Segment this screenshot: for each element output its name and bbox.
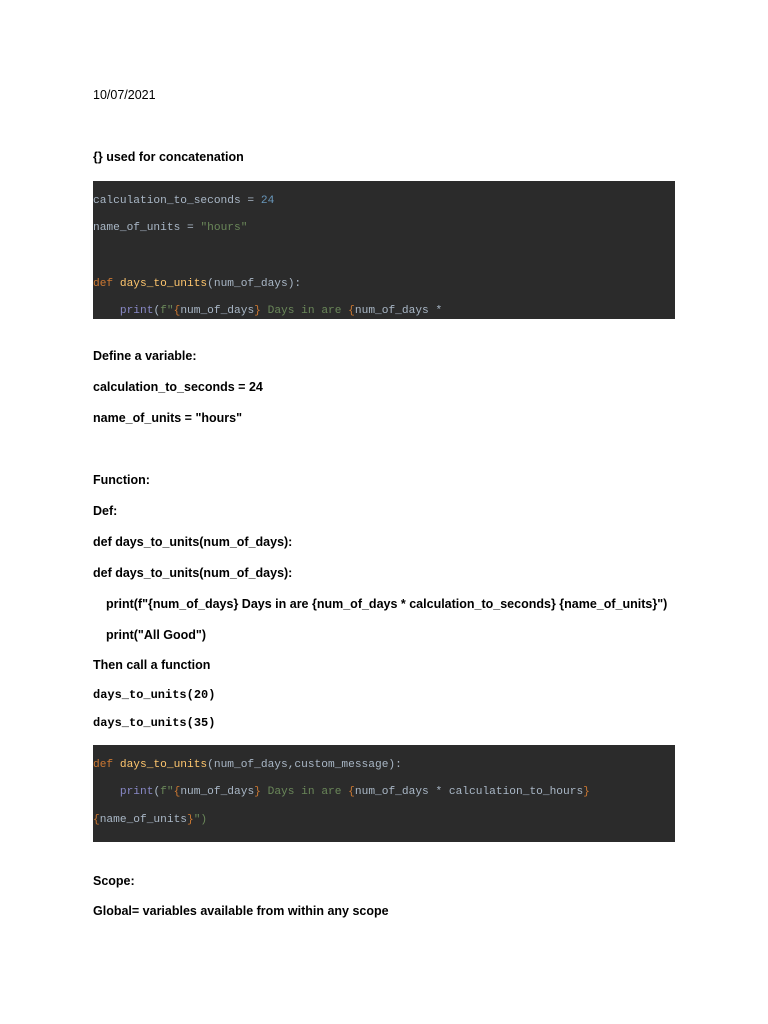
print-line-1: print(f"{num_of_days} Days in are {num_of_days * calculation_to_seconds} {name_of_units}") <box>106 597 668 611</box>
code-block-2 <box>93 745 675 842</box>
code-line: def days_to_units(num_of_days): <box>93 277 302 290</box>
code-line: name_of_units = "hours" <box>93 222 248 235</box>
define-heading: Define a variable: <box>93 349 197 363</box>
def-line-1: def days_to_units(num_of_days): <box>93 535 293 549</box>
function-heading: Function: <box>93 473 150 487</box>
date-text: 10/07/2021 <box>93 88 156 102</box>
call-line-1: days_to_units(20) <box>93 688 216 702</box>
var-line-2: name_of_units = "hours" <box>93 411 243 425</box>
var-line-1: calculation_to_seconds = 24 <box>93 380 263 394</box>
code-line: calculation_to_seconds = 24 <box>93 194 275 207</box>
scope-heading: Scope: <box>93 874 135 888</box>
code-block-1 <box>93 181 675 319</box>
code-line: print(f"{num_of_days} Days in are {num_of_days * <box>119 305 443 318</box>
code-line: print(f"{num_of_days} Days in are {num_of_days * calculation_to_hours} <box>119 786 590 799</box>
code-line-blank <box>93 250 675 264</box>
call-heading: Then call a function <box>93 658 211 672</box>
print-line-2: print("All Good") <box>106 628 207 642</box>
def-heading: Def: <box>93 504 118 518</box>
concat-note: {} used for concatenation <box>93 150 244 164</box>
call-line-2: days_to_units(35) <box>93 716 216 730</box>
code-line: {name_of_units}") <box>93 813 208 826</box>
code-line: def days_to_units(num_of_days,custom_message): <box>93 758 402 771</box>
def-line-2: def days_to_units(num_of_days): <box>93 566 293 580</box>
global-line: Global= variables available from within any scope <box>93 904 389 918</box>
